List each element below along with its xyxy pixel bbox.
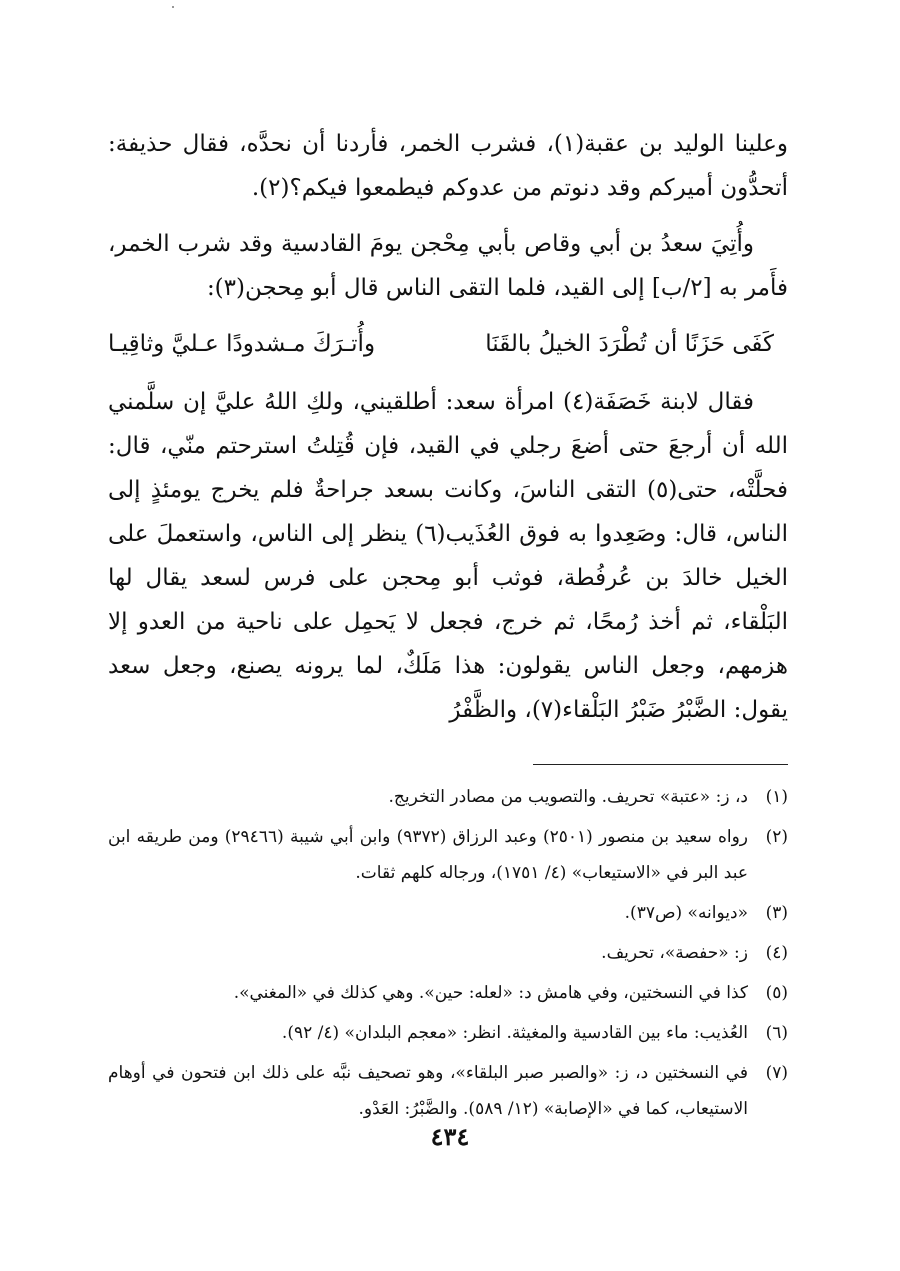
footnote-separator xyxy=(533,764,788,765)
footnotes xyxy=(108,779,788,1131)
footnote-text: في النسختين د، ز: «والصبر صبر البلقاء»، وهو تصحيف نبَّه على ذلك ابن فتحون في أوهام الاستيعاب، كما في «الإصابة» (١٢/ ٥٨٩). والضَّبْرُ: العَدْو. xyxy=(108,1063,748,1119)
footnote-number: (٤) xyxy=(765,943,788,963)
footnote-number: (٣) xyxy=(765,903,788,923)
paragraph-3: فقال لابنة خَصَفَة(٤) امرأة سعد: أطلقيني، ولكِ اللهُ عليَّ إن سلَّمني الله أن أرجعَ حتى أضعَ رجلي في القيد، فإن قُتِلتُ استرحتم منّي، قال: فحلَّتْه، حتى(٥) التقى الناسَ، وكانت بسعد جراحةٌ فلم يخرج يومئذٍ إلى الناس، قال: وصَعِدوا به فوق العُذَيب(٦) ينظر إلى الناس، واستعملَ على الخيل خالدَ بن عُرفُطة، فوثب أبو مِحجن على فرس لسعد يقال لها البَلْقاء، ثم أخذ رُمحًا، ثم خرج، فجعل لا يَحمِل على ناحية من العدو إلا هزمهم، وجعل الناس يقولون: هذا مَلَكٌ، لما يرونه يصنع، وجعل سعد يقول: الضَّبْرُ ضَبْرُ البَلْقاء(٧)، والظَّفْرُ xyxy=(108,389,788,723)
footnote-text: العُذيب: ماء بين القادسية والمغيثة. انظر: «معجم البلدان» (٤/ ٩٢). xyxy=(281,1023,748,1043)
footnote-7 xyxy=(108,1055,788,1127)
verse-second-hemistich: وأُتـرَكَ مـشدودًا عـليَّ وثاقِيـا xyxy=(108,331,376,357)
footnote-number: (٧) xyxy=(765,1063,788,1083)
main-text xyxy=(108,122,788,732)
footnote-number: (٢) xyxy=(765,827,788,847)
footnote-text: رواه سعيد بن منصور (٢٥٠١) وعبد الرزاق (٩٣٧٢) وابن أبي شيبة (٢٩٤٦٦) ومن طريقه ابن عبد البر في «الاستيعاب» (٤/ ١٧٥١)، ورجاله كلهم ثقات. xyxy=(108,827,749,883)
footnote-number: (١) xyxy=(765,787,788,807)
poetry-verse xyxy=(108,322,774,366)
footnote-3 xyxy=(108,895,788,931)
footnote-6 xyxy=(108,1015,788,1051)
footnote-text: كذا في النسختين، وفي هامش د: «لعله: حين». وهي كذلك في «المغني». xyxy=(233,983,748,1003)
verse-first-hemistich: كَفَى حَزَنًا أن تُطْرَدَ الخيلُ بالقَنَا xyxy=(485,331,774,357)
footnote-text: «ديوانه» (ص٣٧). xyxy=(624,903,748,923)
footnote-number: (٥) xyxy=(765,983,788,1003)
footnote-5 xyxy=(108,975,788,1011)
footnote-2 xyxy=(108,819,788,891)
footnote-text: ز: «حفصة»، تحريف. xyxy=(601,943,748,963)
footnote-text: د، ز: «عتبة» تحريف. والتصويب من مصادر التخريج. xyxy=(388,787,748,807)
scan-speck xyxy=(172,6,174,8)
page-number: ٤٣٤ xyxy=(430,1122,470,1151)
footnote-1 xyxy=(108,779,788,815)
footnote-4 xyxy=(108,935,788,971)
paragraph-1: وعلينا الوليد بن عقبة(١)، فشرب الخمر، فأردنا أن نحدَّه، فقال حذيفة: أتحدُّون أميركم وقد دنوتم من عدوكم فيطمعوا فيكم؟(٢). xyxy=(108,131,788,201)
footnote-number: (٦) xyxy=(765,1023,788,1043)
paragraph-2: وأُتِيَ سعدُ بن أبي وقاص بأبي مِحْجن يومَ القادسية وقد شرب الخمر، فأَمر به [٢/ب] إلى القيد، فلما التقى الناس قال أبو مِحجن(٣): xyxy=(108,231,788,301)
